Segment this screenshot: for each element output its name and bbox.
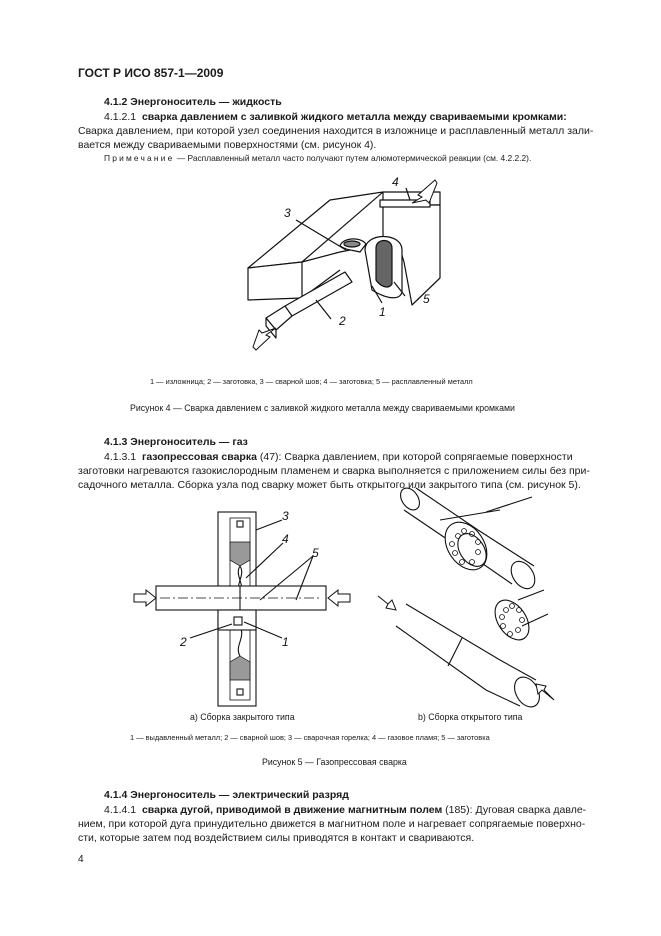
section-heading-4-1-2: 4.1.2 Энергоноситель — жидкость bbox=[104, 96, 282, 108]
definition-line: нием, при которой дуга принудительно движется в магнитном поле и нагревает сопрягаемые поверхно- bbox=[78, 818, 586, 830]
definition-line: Сварка давлением, при которой узел соединения находится в изложнице и расплавленный металл зали- bbox=[78, 125, 594, 137]
term-number: 4.1.3.1 bbox=[104, 451, 137, 463]
fig4-label-5: 5 bbox=[423, 292, 430, 306]
term-name: сварка дугой, приводимой в движение магнитным полем bbox=[141, 804, 443, 816]
fig5-label-3: 3 bbox=[282, 509, 289, 523]
page-number: 4 bbox=[78, 854, 84, 865]
figure-5-caption: Рисунок 5 — Газопрессовая сварка bbox=[262, 757, 407, 767]
definition-line: вается между свариваемыми поверхностями (см. рисунок 4). bbox=[78, 139, 377, 151]
fig4-label-4: 4 bbox=[392, 175, 399, 189]
term-definition: (47): Сварка давлением, при которой сопрягаемые поверхности bbox=[256, 451, 573, 463]
fig4-label-1: 1 bbox=[379, 305, 386, 319]
fig5-label-1: 1 bbox=[282, 635, 289, 649]
definition-line: садочного металла. Сборка узла под сварку может быть открытого или закрытого типа (см. рисунок 5). bbox=[78, 479, 581, 491]
term-definition: (185): Дуговая сварка давле- bbox=[442, 804, 587, 816]
fig5-label-5: 5 bbox=[312, 546, 319, 560]
fig5-label-2: 2 bbox=[180, 635, 187, 649]
term-number: 4.1.2.1 bbox=[104, 111, 137, 123]
section-heading-4-1-3: 4.1.3 Энергоноситель — газ bbox=[104, 436, 248, 448]
figure-4-legend: 1 — изложница; 2 — заготовка, 3 — сварной шов; 4 — заготовка; 5 — расплавленный металл bbox=[150, 377, 473, 386]
note-text: — Расплавленный металл часто получают путем алюмотермической реакции (см. 4.2.2.2). bbox=[174, 153, 532, 163]
figure-5b-subcaption: b) Сборка открытого типа bbox=[418, 712, 523, 722]
term-name: газопрессовая сварка bbox=[141, 451, 257, 463]
term-4-1-4-1 bbox=[78, 803, 618, 817]
document-code: ГОСТ Р ИСО 857-1—2009 bbox=[78, 66, 224, 80]
fig4-label-2: 2 bbox=[339, 314, 346, 328]
fig5-label-4: 4 bbox=[282, 532, 289, 546]
figure-5-legend: 1 — выдавленный металл; 2 — сварной шов; 3 — сварочная горелка; 4 — газовое пламя; 5 — заготовка bbox=[130, 733, 490, 742]
definition-line: сти, которые затем под воздействием силы приводятся в контакт и свариваются. bbox=[78, 832, 475, 844]
term-number: 4.1.4.1 bbox=[104, 804, 137, 816]
section-heading-4-1-4: 4.1.4 Энергоноситель — электрический разряд bbox=[104, 789, 349, 801]
term-name: сварка давлением с заливкой жидкого металла между свариваемыми кромками: bbox=[141, 111, 567, 123]
figure-4-caption: Рисунок 4 — Сварка давлением с заливкой жидкого металла между свариваемыми кромками bbox=[130, 403, 515, 413]
figure-5a-subcaption: а) Сборка закрытого типа bbox=[190, 712, 295, 722]
fig4-label-3: 3 bbox=[284, 206, 291, 220]
definition-line: заготовки нагреваются газокислородным пламенем и сварка выполняется с приложением силы без при- bbox=[78, 465, 590, 477]
note-label: Примечание bbox=[104, 153, 175, 163]
